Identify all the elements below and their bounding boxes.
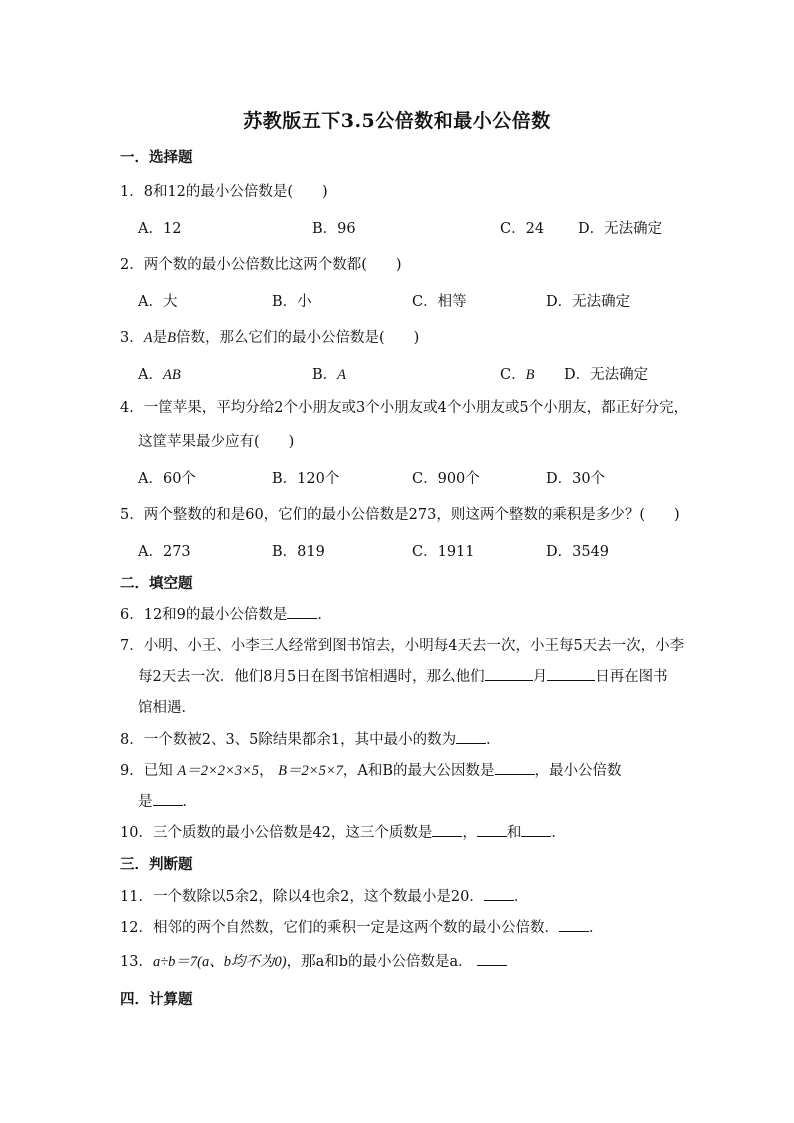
q12-stem bbox=[120, 916, 603, 937]
answer-blank-2[interactable] bbox=[477, 822, 507, 837]
q1-option-b: B．96 bbox=[312, 221, 356, 237]
q4-stem-line2: 这筐苹果最少应有( ) bbox=[138, 434, 295, 450]
q9-prefix: 9．已知 bbox=[120, 763, 173, 779]
q10-stem bbox=[120, 821, 566, 842]
q7-text-b: 月 bbox=[532, 669, 548, 685]
q5-option-c: C．1911 bbox=[412, 544, 475, 560]
answer-blank[interactable] bbox=[559, 917, 589, 932]
q5-option-b: B．819 bbox=[272, 544, 325, 560]
q13-prefix: 13． bbox=[120, 954, 153, 970]
q10-end: ． bbox=[551, 825, 566, 841]
q9-sep: ， bbox=[259, 763, 274, 779]
answer-blank[interactable] bbox=[484, 886, 514, 901]
q3-option-b-value: A bbox=[337, 367, 347, 383]
q2-option-b: B．小 bbox=[272, 294, 312, 310]
q3-var-a: A bbox=[143, 330, 153, 346]
section-choice: 一．选择题 bbox=[120, 149, 193, 166]
q6-text: 6．12和9的最小公倍数是 bbox=[120, 607, 288, 623]
answer-blank-day[interactable] bbox=[547, 666, 595, 681]
q2-stem: 2．两个数的最小公倍数比这两个数都( ) bbox=[120, 257, 402, 273]
q9-line1 bbox=[120, 759, 622, 780]
q2-option-c: C．相等 bbox=[412, 294, 467, 310]
q4-option-c: C．900个 bbox=[412, 471, 480, 487]
q3-text1: 是 bbox=[152, 330, 168, 346]
q3-option-a bbox=[138, 363, 181, 384]
q10-text: 10．三个质数的最小公倍数是42，这三个质数是 bbox=[120, 825, 433, 841]
q9-line2 bbox=[138, 790, 197, 811]
answer-blank-lcm[interactable] bbox=[153, 791, 183, 806]
q3-option-d: D．无法确定 bbox=[564, 367, 649, 383]
q3-option-c bbox=[500, 363, 534, 384]
section-fill: 二．填空题 bbox=[120, 575, 193, 592]
section-calc: 四．计算题 bbox=[120, 991, 193, 1008]
section-judge: 三．判断题 bbox=[120, 856, 193, 873]
q13-stem bbox=[120, 950, 507, 971]
q3-option-c-label: C． bbox=[500, 367, 526, 383]
q4-stem-line1: 4．一筐苹果，平均分给2个小朋友或3个小朋友或4个小朋友或5个小朋友，都正好分完， bbox=[120, 400, 689, 416]
q10-and: 和 bbox=[506, 825, 522, 841]
answer-blank[interactable] bbox=[477, 951, 507, 966]
page-title: 苏教版五下3.5公倍数和最小公倍数 bbox=[243, 110, 551, 132]
q2-option-a: A．大 bbox=[138, 294, 178, 310]
q7-line2 bbox=[138, 665, 668, 686]
q3-prefix: 3． bbox=[120, 330, 144, 346]
q3-var-b: B bbox=[167, 330, 176, 346]
q6-end: ． bbox=[317, 607, 332, 623]
q1-stem: 1．8和12的最小公倍数是( ) bbox=[120, 184, 328, 200]
q1-option-a: A．12 bbox=[138, 221, 182, 237]
q9-text2: ，最小公倍数 bbox=[534, 763, 622, 779]
answer-blank[interactable] bbox=[456, 729, 486, 744]
q4-option-d: D．30个 bbox=[546, 471, 606, 487]
q7-text-c: 日再在图书 bbox=[595, 669, 668, 685]
q3-option-c-value: B bbox=[525, 367, 535, 383]
q8-stem bbox=[120, 728, 501, 749]
q9-expr-a: A＝2×2×3×5 bbox=[177, 763, 260, 779]
q12-end: ． bbox=[588, 920, 604, 936]
q7-line3: 馆相遇． bbox=[138, 700, 196, 716]
q13-text: ，那a和b的最小公倍数是a． bbox=[286, 954, 473, 970]
q1-option-d: D．无法确定 bbox=[578, 221, 663, 237]
q8-text: 8．一个数被2、3、5除结果都余1，其中最小的数为 bbox=[120, 732, 457, 748]
q3-option-b-label: B． bbox=[312, 367, 338, 383]
q5-stem: 5．两个整数的和是60，它们的最小公倍数是273，则这两个整数的乘积是多少？( ) bbox=[120, 507, 680, 523]
q5-option-d: D．3549 bbox=[546, 544, 610, 560]
q11-end: ． bbox=[513, 889, 529, 905]
q9-text: ，A和B的最大公因数是 bbox=[342, 763, 495, 779]
q4-option-a: A．60个 bbox=[138, 471, 196, 487]
q3-text2: 倍数，那么它们的最小公倍数是( ) bbox=[175, 330, 420, 346]
q11-stem bbox=[120, 885, 528, 906]
q3-option-a-value: AB bbox=[162, 367, 181, 383]
q13-expr: a÷b＝7(a、b均不为0) bbox=[152, 954, 287, 970]
q9-expr-b: B＝2×5×7 bbox=[278, 763, 343, 779]
answer-blank-gcd[interactable] bbox=[495, 760, 535, 775]
q9-line2-text: 是 bbox=[138, 794, 153, 810]
answer-blank-3[interactable] bbox=[521, 822, 551, 837]
q4-option-b: B．120个 bbox=[272, 471, 340, 487]
answer-blank[interactable] bbox=[287, 604, 317, 619]
q7-text-a: 每2天去一次．他们8月5日在图书馆相遇时，那么他们 bbox=[138, 669, 485, 685]
q7-line1: 7．小明、小王、小李三人经常到图书馆去，小明每4天去一次，小王每5天去一次，小李 bbox=[120, 638, 685, 654]
q8-end: ． bbox=[486, 732, 501, 748]
q2-option-d: D．无法确定 bbox=[546, 294, 631, 310]
q10-comma: ， bbox=[462, 825, 477, 841]
q1-option-c: C．24 bbox=[500, 221, 545, 237]
q9-end: ． bbox=[182, 794, 197, 810]
answer-blank-1[interactable] bbox=[432, 822, 462, 837]
q3-option-b bbox=[312, 363, 346, 384]
q5-option-a: A．273 bbox=[138, 544, 191, 560]
q3-stem bbox=[120, 326, 419, 347]
q6-stem bbox=[120, 603, 332, 624]
answer-blank-month[interactable] bbox=[485, 666, 533, 681]
q11-text: 11．一个数除以5余2，除以4也余2，这个数最小是20． bbox=[120, 889, 484, 905]
q12-text: 12．相邻的两个自然数，它们的乘积一定是这两个数的最小公倍数． bbox=[120, 920, 559, 936]
q3-option-a-label: A． bbox=[138, 367, 163, 383]
